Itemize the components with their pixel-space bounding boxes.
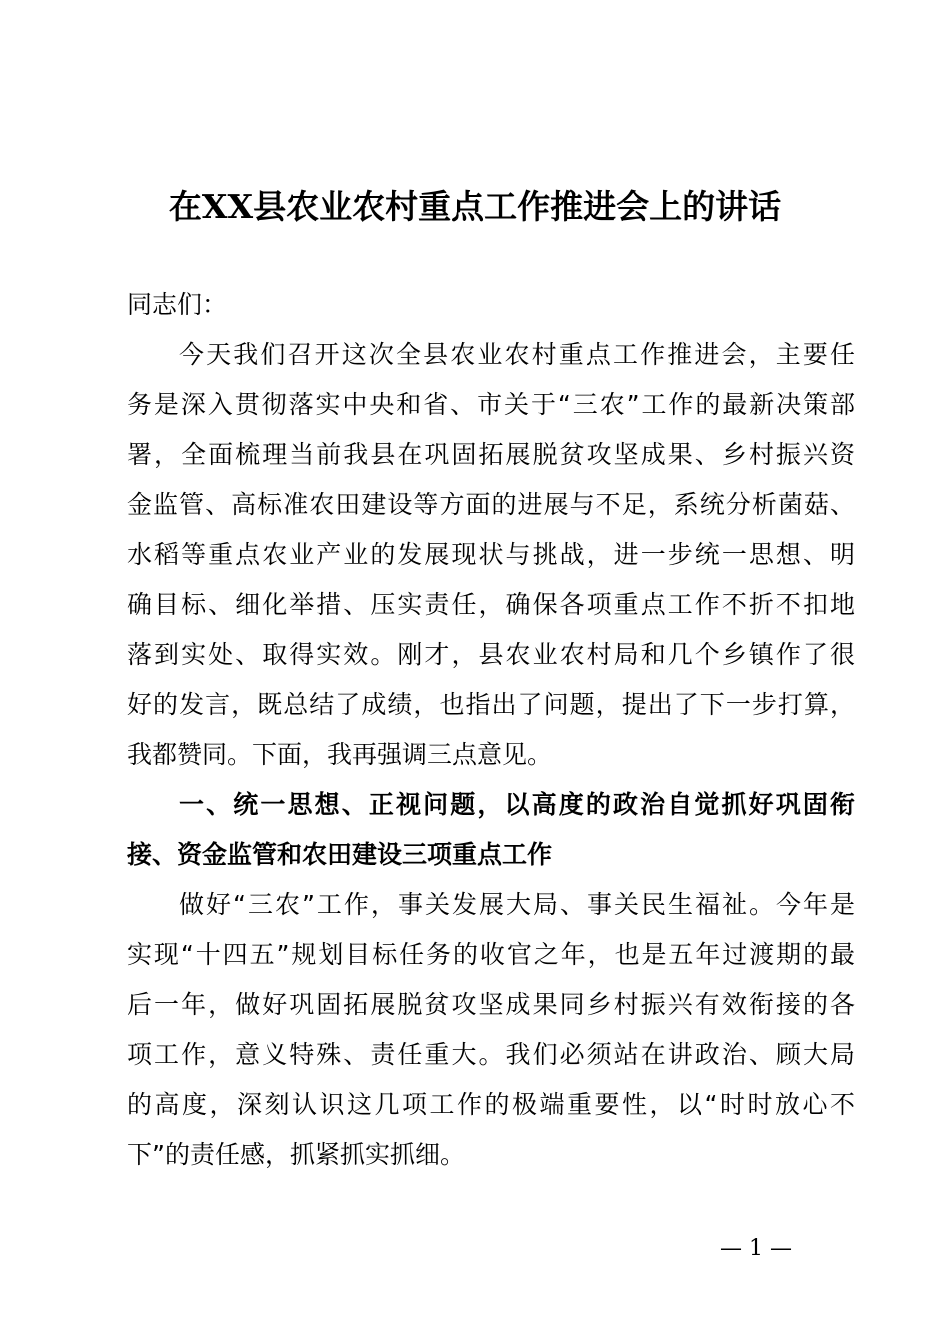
paragraph-line: 的高度，深刻认识这几项工作的极端重要性，以“时时放心不 [127,1090,855,1119]
paragraph-line: 金监管、高标准农田建设等方面的进展与不足，系统分析菌菇、 [127,490,855,519]
paragraph-line: 落到实处、取得实效。刚才，县农业农村局和几个乡镇作了很 [127,640,855,669]
paragraph-line: 署，全面梳理当前我县在巩固拓展脱贫攻坚成果、乡村振兴资 [127,440,855,469]
paragraph-line: 实现“十四五”规划目标任务的收官之年，也是五年过渡期的最 [127,940,855,969]
section-heading-line: 一、统一思想、正视问题，以高度的政治自觉抓好巩固衔 [179,790,855,819]
paragraph-line: 好的发言，既总结了成绩，也指出了问题，提出了下一步打算， [127,690,855,719]
document-body [127,280,855,1180]
paragraph-line: 做好“三农”工作，事关发展大局、事关民生福祉。今年是 [179,890,855,919]
salutation: 同志们： [127,290,228,319]
paragraph-line: 确目标、细化举措、压实责任，确保各项重点工作不折不扣地 [127,590,855,619]
page-number: — 1 — [720,1236,792,1261]
paragraph-line: 下”的责任感，抓紧抓实抓细。 [127,1140,465,1169]
section-heading-line: 接、资金监管和农田建设三项重点工作 [127,840,553,869]
paragraph-line: 务是深入贯彻落实中央和省、市关于“三农”工作的最新决策部 [127,390,855,419]
paragraph-line: 我都赞同。下面，我再强调三点意见。 [127,740,553,769]
paragraph-line: 今天我们召开这次全县农业农村重点工作推进会，主要任 [179,340,855,369]
paragraph-line: 后一年，做好巩固拓展脱贫攻坚成果同乡村振兴有效衔接的各 [127,990,855,1019]
document-title: 在XX县农业农村重点工作推进会上的讲话 [168,187,782,226]
paragraph-line: 水稻等重点农业产业的发展现状与挑战，进一步统一思想、明 [127,540,855,569]
paragraph-line: 项工作，意义特殊、责任重大。我们必须站在讲政治、顾大局 [127,1040,855,1069]
